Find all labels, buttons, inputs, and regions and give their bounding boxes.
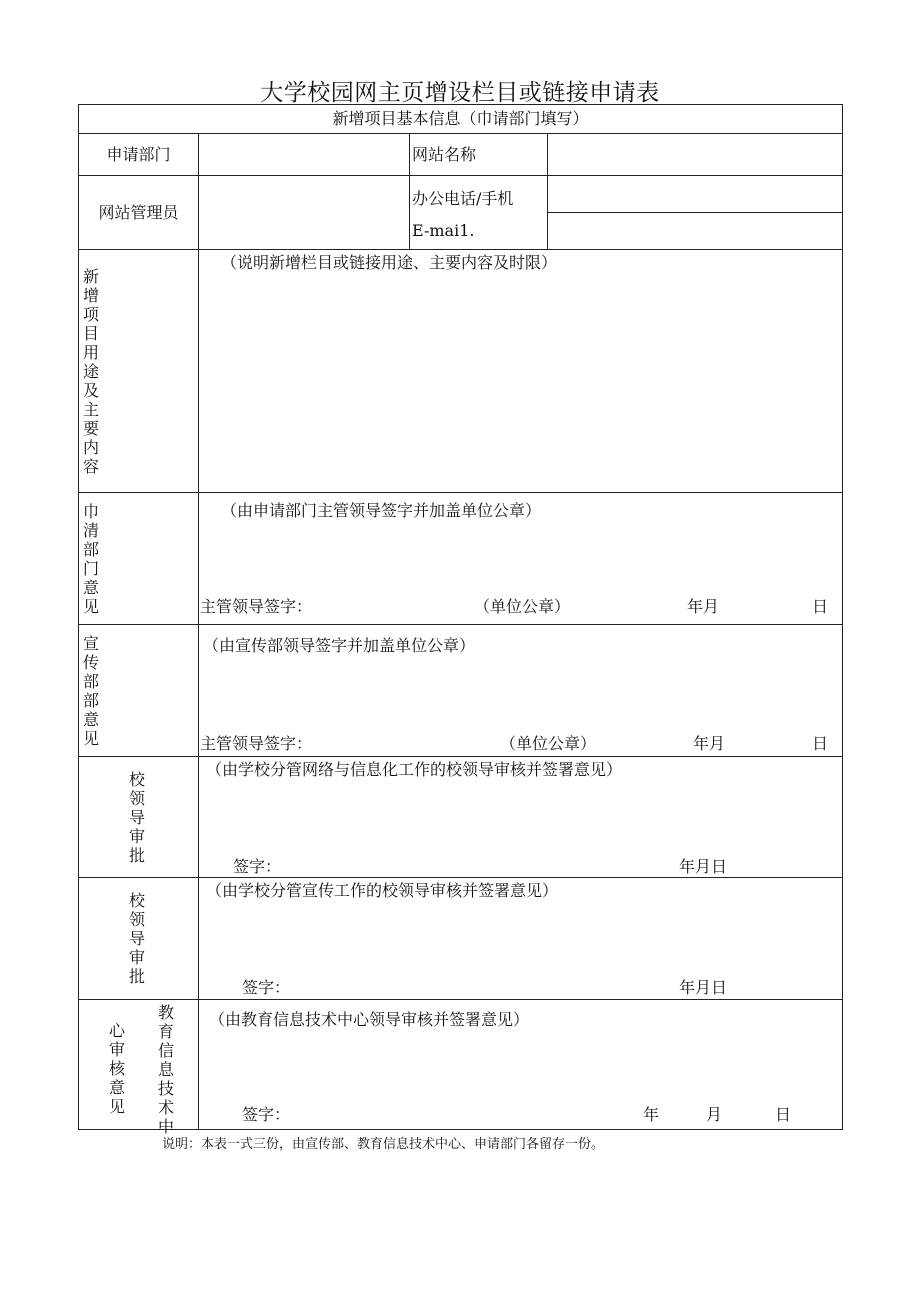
leader-approval-1-hint: （由学校分管网络与信息化工作的校领导审核并签署意见） bbox=[206, 760, 623, 779]
propaganda-opinion-hint: （由宣传部领导签字并加盖单位公章） bbox=[203, 636, 476, 655]
footnote: 说明：本表一式三份，由宣传部、教育信息技术中心、申请部门各留存一份。 bbox=[162, 1137, 605, 1152]
leader-approval-2-hint: （由学校分管宣传工作的校领导审核并签署意见） bbox=[206, 881, 559, 900]
column-divider bbox=[198, 133, 199, 1129]
propaganda-date-ym: 年月 bbox=[693, 734, 726, 753]
site-name-label: 网站名称 bbox=[412, 145, 477, 164]
leader-2-date: 年月日 bbox=[679, 978, 728, 997]
leader-1-date: 年月日 bbox=[679, 857, 728, 876]
propaganda-date-d: 日 bbox=[812, 734, 829, 753]
row-divider bbox=[79, 175, 842, 176]
row-divider bbox=[79, 249, 842, 250]
row-divider bbox=[79, 756, 842, 757]
dept-date-ym: 年月 bbox=[687, 597, 720, 616]
leader-2-sign-label: 签字： bbox=[242, 978, 291, 997]
dept-seal-label: （单位公章） bbox=[474, 597, 571, 616]
center-opinion-label-col2: 心审核意见 bbox=[108, 1021, 125, 1116]
center-sign-label: 签字： bbox=[242, 1105, 291, 1124]
leader-1-sign-label: 签字： bbox=[233, 857, 282, 876]
center-date-y: 年 bbox=[643, 1105, 660, 1124]
applicant-dept-label: 申请部门 bbox=[106, 145, 171, 164]
row-divider bbox=[79, 133, 842, 134]
dept-opinion-hint: （由申请部门主管领导签字并加盖单位公章） bbox=[221, 501, 542, 520]
email-label: E-mai1. bbox=[412, 221, 475, 240]
phone-label: 办公电话/手机 bbox=[412, 189, 514, 208]
row-divider bbox=[79, 877, 842, 878]
column-divider bbox=[547, 133, 548, 249]
center-date-d: 日 bbox=[775, 1105, 792, 1124]
purpose-label: 新增项目用途及主要内容 bbox=[82, 267, 99, 476]
column-divider bbox=[409, 133, 410, 249]
leader-approval-2-label: 校领导审批 bbox=[128, 891, 145, 986]
dept-opinion-label: 巾清部门意见 bbox=[82, 502, 99, 616]
form-title: 大学校园网主页增设栏目或链接申请表 bbox=[260, 80, 660, 106]
propaganda-sign-label: 主管领导签字： bbox=[200, 734, 313, 753]
center-opinion-label-col1: 教育信息技术中 bbox=[157, 1003, 174, 1136]
dept-date-d: 日 bbox=[812, 597, 829, 616]
dept-sign-label: 主管领导签字： bbox=[200, 597, 313, 616]
propaganda-seal-label: （单位公章） bbox=[500, 734, 597, 753]
row-divider bbox=[79, 624, 842, 625]
row-divider bbox=[79, 999, 842, 1000]
center-date-m: 月 bbox=[706, 1105, 723, 1124]
section-header: 新增项目基本信息（巾请部门填写） bbox=[332, 109, 589, 128]
site-admin-label: 网站管理员 bbox=[98, 203, 179, 222]
leader-approval-1-label: 校领导审批 bbox=[128, 770, 145, 865]
center-opinion-hint: （由教育信息技术中心领导审核并签署意见） bbox=[209, 1010, 530, 1029]
row-divider bbox=[547, 212, 842, 213]
purpose-hint: （说明新增栏目或链接用途、主要内容及时限） bbox=[221, 253, 558, 272]
application-form-table bbox=[78, 104, 843, 1136]
propaganda-opinion-label: 宣传部部意见 bbox=[82, 634, 99, 748]
row-divider bbox=[79, 492, 842, 493]
